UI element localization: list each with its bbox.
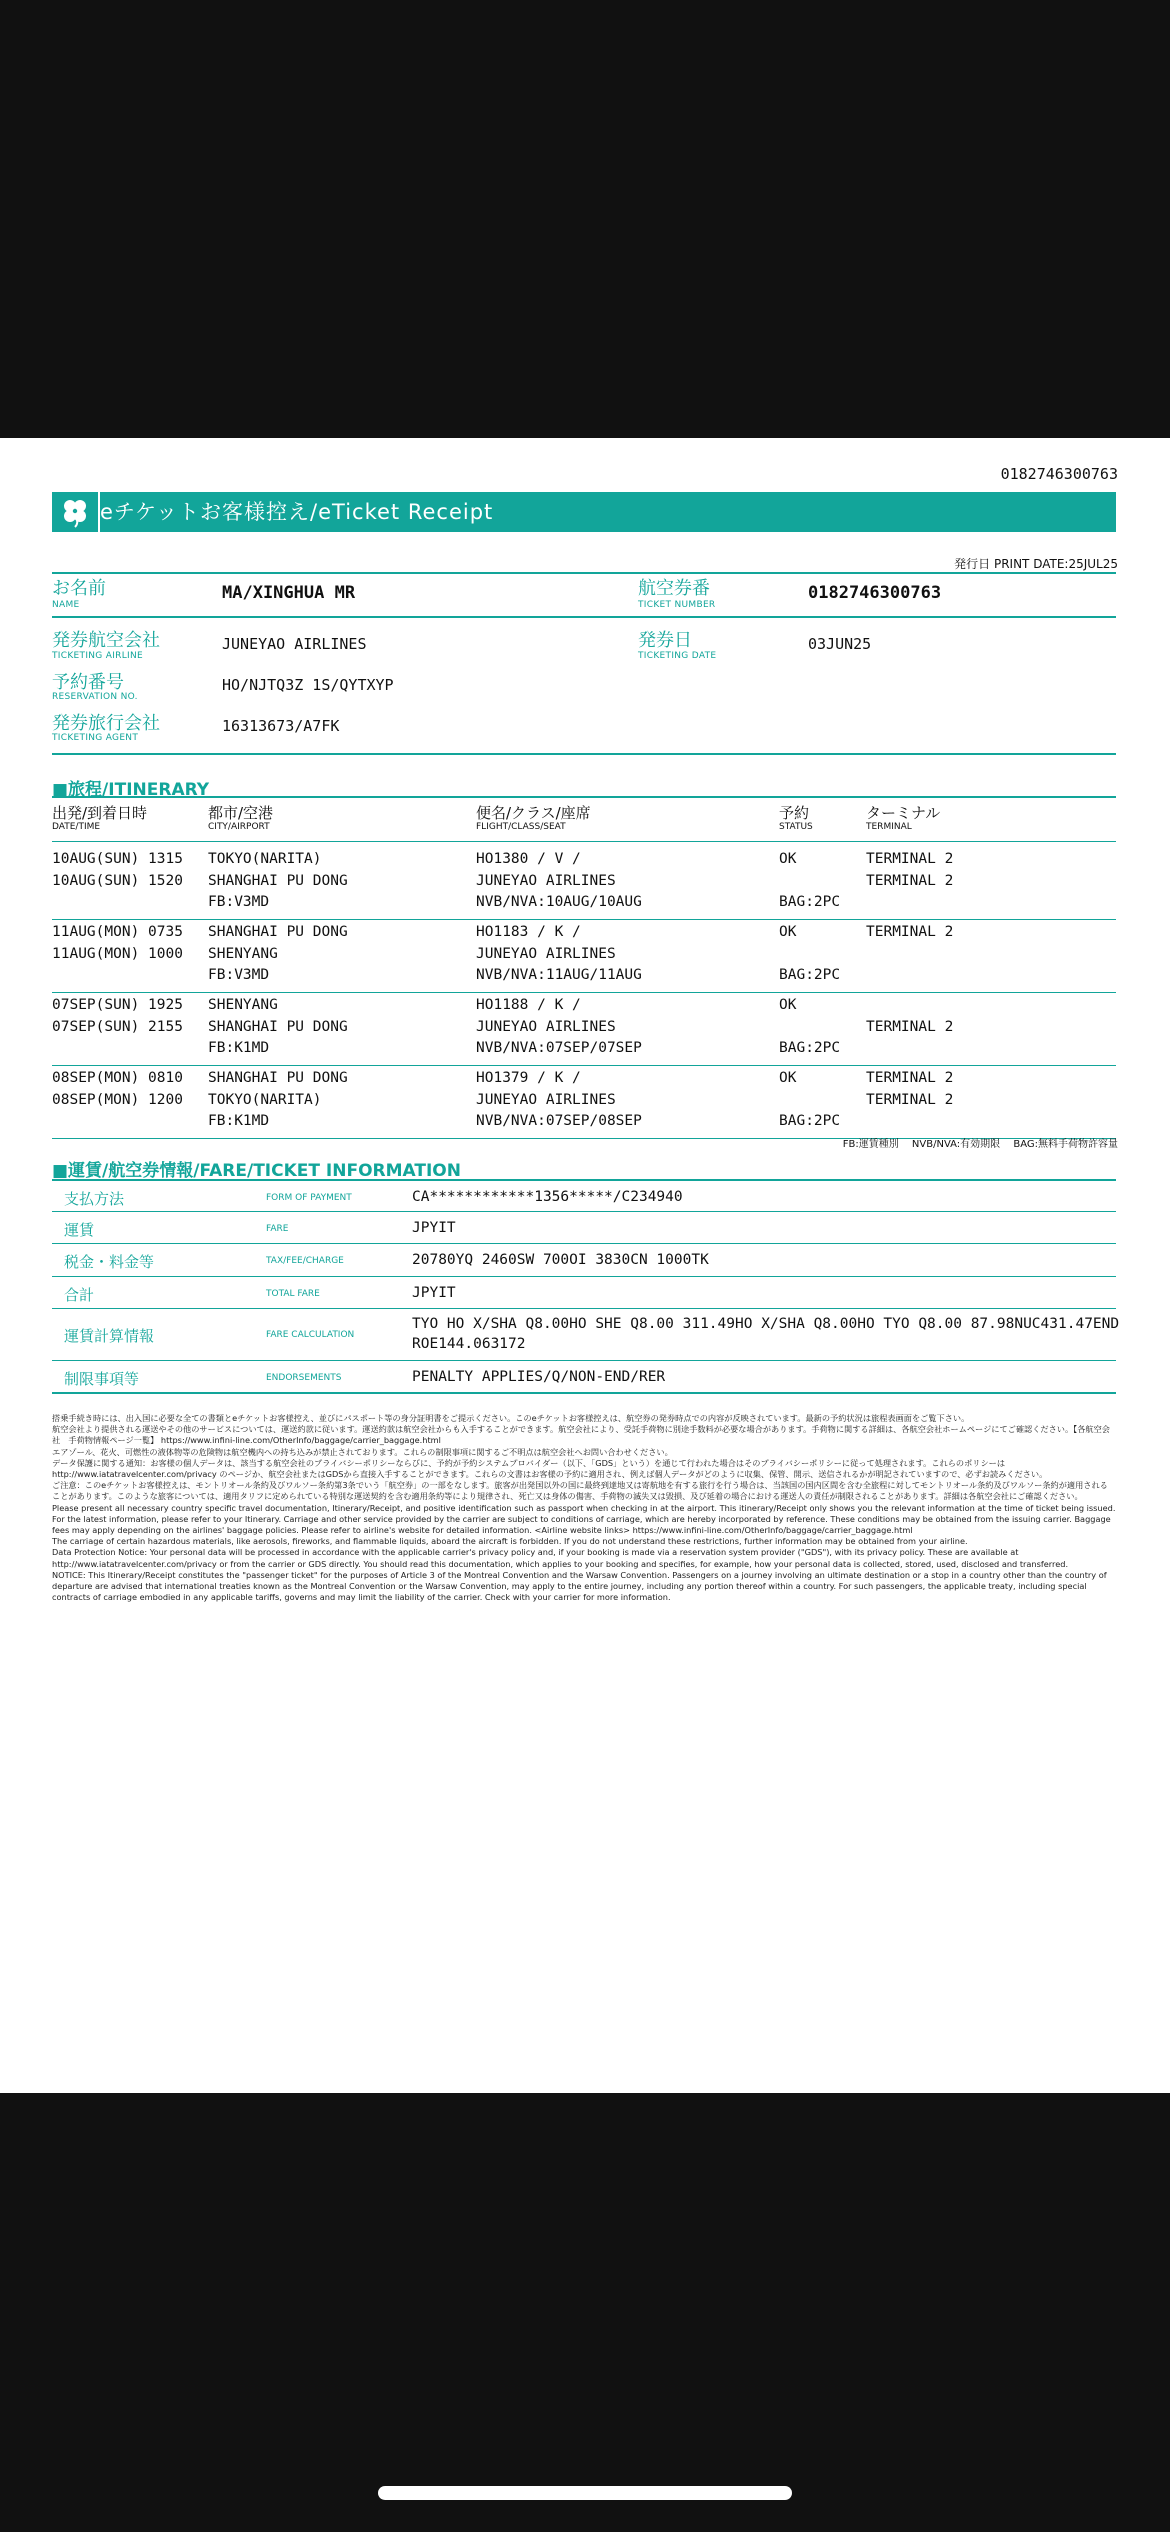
- name-label: お名前: [52, 578, 106, 599]
- fare-value: 20780YQ 2460SW 700OI 3830CN 1000TK: [412, 1252, 709, 1268]
- segment-cell: FB:V3MD: [208, 894, 270, 910]
- segment-cell: FB:K1MD: [208, 1113, 270, 1129]
- note-paragraph: 航空会社より提供される運送やその他のサービスについては、運送約款に従います。運送約款は航空会社からも入手することができます。航空会社により、受託手荷物に別途手数料が必要な場合があります。手荷物に関する詳細は、各航空会社ホームページにてご確認ください。【各航空会社 手荷物情報ページ一覧】 https://www.infini-line.com/OtherInfo/baggage/carrier_baggage.html: [52, 1424, 1110, 1446]
- divider: [52, 753, 1116, 755]
- fare-label-en: TOTAL FARE: [266, 1289, 320, 1299]
- segment-cell: TERMINAL 2: [866, 872, 954, 889]
- segment-cell: TOKYO(NARITA): [208, 1091, 322, 1108]
- fare-label: 合計: [64, 1286, 95, 1304]
- segment-cell: JUNEYAO AIRLINES: [476, 872, 616, 889]
- home-indicator[interactable]: [378, 2486, 792, 2500]
- note-paragraph: 搭乗手続き時には、出入国に必要な全ての書類とeチケットお客様控え、並びにパスポート等の身分証明書をご提示ください。このeチケットお客様控えは、航空券の発券時点での内容が反映されています。最新の予約状況は旅程表画面をご覧下さい。: [52, 1413, 970, 1423]
- ticket-document: [0, 438, 1170, 2093]
- divider: [52, 572, 1116, 574]
- col-status-en: STATUS: [779, 822, 813, 832]
- ticketing-date-label-en: TICKETING DATE: [638, 651, 717, 661]
- divider: [52, 919, 1116, 920]
- segment-cell: SHENYANG: [208, 997, 278, 1013]
- col-date-en: DATE/TIME: [52, 822, 101, 832]
- divider: [52, 1179, 1116, 1181]
- fare-label-en: FARE CALCULATION: [266, 1330, 355, 1340]
- segment-cell: 10AUG(SUN) 1315: [52, 851, 183, 867]
- segment-cell: 11AUG(MON) 0735: [52, 924, 183, 940]
- fare-value: JPYIT: [412, 1220, 456, 1236]
- page-title: eチケットお客様控え/eTicket Receipt: [100, 500, 494, 524]
- fare-label-en: FORM OF PAYMENT: [266, 1193, 352, 1203]
- divider: [52, 1360, 1116, 1361]
- segment-cell: SHANGHAI PU DONG: [208, 1018, 348, 1035]
- segment-cell: 07SEP(SUN) 2155: [52, 1018, 183, 1035]
- fare-label: 運賃計算情報: [64, 1327, 155, 1345]
- note-paragraph: The carriage of certain hazardous materials, like aerosols, fireworks, and flammable liquids, aboard the aircraft is forbidden. If you do not understand these restrictions, further information may be obtained from your airline.: [52, 1536, 968, 1547]
- segment-cell: TERMINAL 2: [866, 1018, 954, 1035]
- segment-cell: 07SEP(SUN) 1925: [52, 997, 183, 1013]
- segment-cell: NVB/NVA:10AUG/10AUG: [476, 894, 642, 910]
- fare-label: 支払方法: [64, 1190, 125, 1208]
- fare-value-line2: ROE144.063172: [412, 1336, 526, 1352]
- col-city-jp: 都市/空港: [208, 804, 274, 822]
- ticketing-airline: JUNEYAO AIRLINES: [222, 635, 367, 653]
- fare-label-en: ENDORSEMENTS: [266, 1373, 342, 1383]
- segment-cell: BAG:2PC: [779, 894, 841, 910]
- segment-cell: OK: [779, 851, 797, 867]
- ticketing-date: 03JUN25: [808, 635, 872, 653]
- segment-cell: HO1380 / V /: [476, 851, 581, 867]
- segment-cell: TERMINAL 2: [866, 1070, 954, 1086]
- fare-title: ■運賃/航空券情報/FARE/TICKET INFORMATION: [52, 1161, 461, 1181]
- col-terminal-jp: ターミナル: [866, 804, 941, 822]
- note-paragraph: ご注意：このeチケットお客様控えは、モントリオール条約及びワルソー条約第3条でいう「航空券」の一部をなします。旅客が出発国以外の国に最終到達地又は寄航地を有する旅行を行う場合は、当該国の国内区間を含む全旅程に対してモントリオール条約及びワルソー条約が適用されることがあります。このような旅客については、適用タリフに定められている特別な運送契約を含む適用条約等により規律され、死亡又は身体の傷害、手荷物の滅失又は毀損、及び延着の場合における運送人の責任が制限されることがあります。詳細は各航空会社にご確認ください。: [52, 1480, 1108, 1502]
- segment-cell: NVB/NVA:11AUG/11AUG: [476, 967, 642, 983]
- terms-notes: [52, 1413, 1116, 1603]
- divider: [52, 1392, 1116, 1394]
- divider: [52, 1211, 1116, 1212]
- divider: [52, 1243, 1116, 1244]
- segment-cell: OK: [779, 924, 797, 940]
- segment-cell: JUNEYAO AIRLINES: [476, 1018, 616, 1035]
- note-paragraph: Please present all necessary country specific travel documentation, Itinerary/Receipt, and positive identification such as passport when checking in at the airport. This itinerary/Receipt only shows you the relevant information at the time of ticket being issued. For the latest information, please refer to your Itinerary. Carriage and other service provided by the carrier are subject to conditions of carriage, which are hereby incorporated by reference. These conditions may be obtained from the issuing carrier. Baggage fees may apply depending on the airlines' baggage policies. Please refer to airline's website for detailed information. <Airline website links> https://www.infini-line.com/OtherInfo/baggage/carrier_baggage.html: [52, 1502, 1116, 1536]
- fare-label: 運賃: [64, 1221, 95, 1239]
- segment-cell: 08SEP(MON) 1200: [52, 1091, 183, 1108]
- segment-cell: SHANGHAI PU DONG: [208, 1070, 348, 1086]
- ticketing-airline-label: 発券航空会社: [52, 630, 160, 651]
- fare-label: 制限事項等: [64, 1370, 140, 1388]
- segment-cell: SHANGHAI PU DONG: [208, 924, 348, 940]
- note-paragraph: NOTICE: This Itinerary/Receipt constitutes the "passenger ticket" for the purposes of Article 3 of the Montreal Convention and the Warsaw Convention. Passengers on a journey involving an ultimate destination or a stop in a country other than the country of departure are advised that international treaties known as the Montreal Convention or the Warsaw Convention, may apply to the entire journey, including any portion thereof within a country. For such passengers, the applicable treaty, including special contracts of carriage embodied in any applicable tariffs, governs and may limit the liability of the carrier. Check with your carrier for more information.: [52, 1569, 1107, 1603]
- segment-cell: 11AUG(MON) 1000: [52, 945, 183, 962]
- col-status-jp: 予約: [779, 804, 810, 822]
- reservation-label-en: RESERVATION NO.: [52, 692, 138, 702]
- divider: [52, 1276, 1116, 1277]
- fare-label: 税金・料金等: [64, 1253, 155, 1271]
- ticket-number-top: 0182746300763: [1000, 465, 1118, 483]
- col-terminal-en: TERMINAL: [866, 822, 912, 832]
- segment-cell: SHANGHAI PU DONG: [208, 872, 348, 889]
- segment-cell: TERMINAL 2: [866, 1091, 954, 1108]
- divider: [52, 841, 1116, 842]
- fare-label-en: FARE: [266, 1224, 289, 1234]
- segment-cell: BAG:2PC: [779, 1040, 841, 1056]
- divider: [52, 992, 1116, 993]
- segment-cell: OK: [779, 1070, 797, 1086]
- segment-cell: 08SEP(MON) 0810: [52, 1070, 183, 1086]
- col-date-jp: 出発/到着日時: [52, 804, 148, 822]
- fare-value: JPYIT: [412, 1285, 456, 1301]
- fare-value: TYO HO X/SHA Q8.00HO SHE Q8.00 311.49HO X/SHA Q8.00HO TYO Q8.00 87.98NUC431.47END: [412, 1316, 1120, 1332]
- fare-value: PENALTY APPLIES/Q/NON-END/RER: [412, 1369, 666, 1385]
- ticketing-agent: 16313673/A7FK: [222, 717, 340, 735]
- divider: [52, 1065, 1116, 1066]
- divider: [52, 1308, 1116, 1309]
- segment-cell: FB:K1MD: [208, 1040, 270, 1056]
- itinerary-title: ■旅程/ITINERARY: [52, 780, 210, 800]
- segment-cell: JUNEYAO AIRLINES: [476, 945, 616, 962]
- title-banner: [52, 492, 1116, 532]
- ticketing-agent-label-en: TICKETING AGENT: [52, 733, 139, 743]
- ticketing-airline-label-en: TICKETING AIRLINE: [52, 651, 143, 661]
- col-flight-jp: 便名/クラス/座席: [476, 804, 591, 822]
- segment-cell: TERMINAL 2: [866, 851, 954, 867]
- ticketing-agent-label: 発券旅行会社: [52, 713, 160, 734]
- segment-cell: BAG:2PC: [779, 967, 841, 983]
- fare-label-en: TAX/FEE/CHARGE: [266, 1256, 344, 1266]
- note-paragraph: データ保護に関する通知：お客様の個人データは、該当する航空会社のプライバシーポリシーならびに、予約が予約システムプロバイダー（以下、「GDS」という）を通じて行われた場合はそのプライバシーポリシーに従って処理されます。これらのポリシーは http://www.iatatravelcenter.com/privacy のページか、航空会社またはGDSから直接入手することができます。これらの文書はお客様の予約に適用され、例えば個人データがどのように収集、保管、開示、送信されるかが明記されていますので、必ずお読みください。: [52, 1457, 1048, 1480]
- segment-cell: HO1379 / K /: [476, 1070, 581, 1086]
- divider: [52, 616, 1116, 618]
- note-paragraph: エアゾール、花火、可燃性の液体物等の危険物は航空機内への持ち込みが禁止されております。これらの制限事項に関するご不明点は航空会社へお問い合わせください。: [52, 1446, 673, 1457]
- divider: [52, 796, 1116, 798]
- col-city-en: CITY/AIRPORT: [208, 822, 270, 832]
- segment-cell: JUNEYAO AIRLINES: [476, 1091, 616, 1108]
- segment-cell: HO1188 / K /: [476, 997, 581, 1013]
- segment-cell: 10AUG(SUN) 1520: [52, 872, 183, 889]
- name-label-en: NAME: [52, 600, 80, 610]
- ticket-number-label-en: TICKET NUMBER: [638, 600, 716, 610]
- col-flight-en: FLIGHT/CLASS/SEAT: [476, 822, 566, 832]
- note-paragraph: Data Protection Notice: Your personal data will be processed in accordance with the applicable carrier's privacy policy and, if your booking is made via a reservation system provider ("GDS"), with its privacy policy. These are available at http://www.iatatravelcenter.com/privacy or from the carrier or GDS directly. You should read this documentation, which applies to your booking and specifies, for example, how your personal data is collected, stored, used, disclosed and transferred.: [52, 1547, 1069, 1569]
- ticketing-date-label: 発券日: [638, 630, 692, 651]
- segment-cell: BAG:2PC: [779, 1113, 841, 1129]
- segment-cell: TERMINAL 2: [866, 924, 954, 940]
- print-date: 発行日 PRINT DATE:25JUL25: [954, 557, 1118, 571]
- segment-cell: NVB/NVA:07SEP/08SEP: [476, 1113, 642, 1129]
- segment-cell: FB:V3MD: [208, 967, 270, 983]
- reservation-label: 予約番号: [52, 672, 124, 693]
- reservation-number: HO/NJTQ3Z 1S/QYTXYP: [222, 676, 394, 694]
- itinerary-legend: FB:運賃種別 NVB/NVA:有効期限 BAG:無料手荷物許容量: [842, 1139, 1118, 1150]
- segment-cell: SHENYANG: [208, 945, 278, 962]
- fare-value: CA************1356*****/C234940: [412, 1189, 683, 1205]
- segment-cell: TOKYO(NARITA): [208, 851, 322, 867]
- clover-icon: [52, 492, 100, 532]
- segment-cell: NVB/NVA:07SEP/07SEP: [476, 1040, 642, 1056]
- ticket-number: 0182746300763: [808, 583, 942, 603]
- segment-cell: OK: [779, 997, 797, 1013]
- passenger-name: MA/XINGHUA MR: [222, 583, 356, 603]
- segment-cell: HO1183 / K /: [476, 924, 581, 940]
- ticket-number-label: 航空券番: [638, 578, 710, 599]
